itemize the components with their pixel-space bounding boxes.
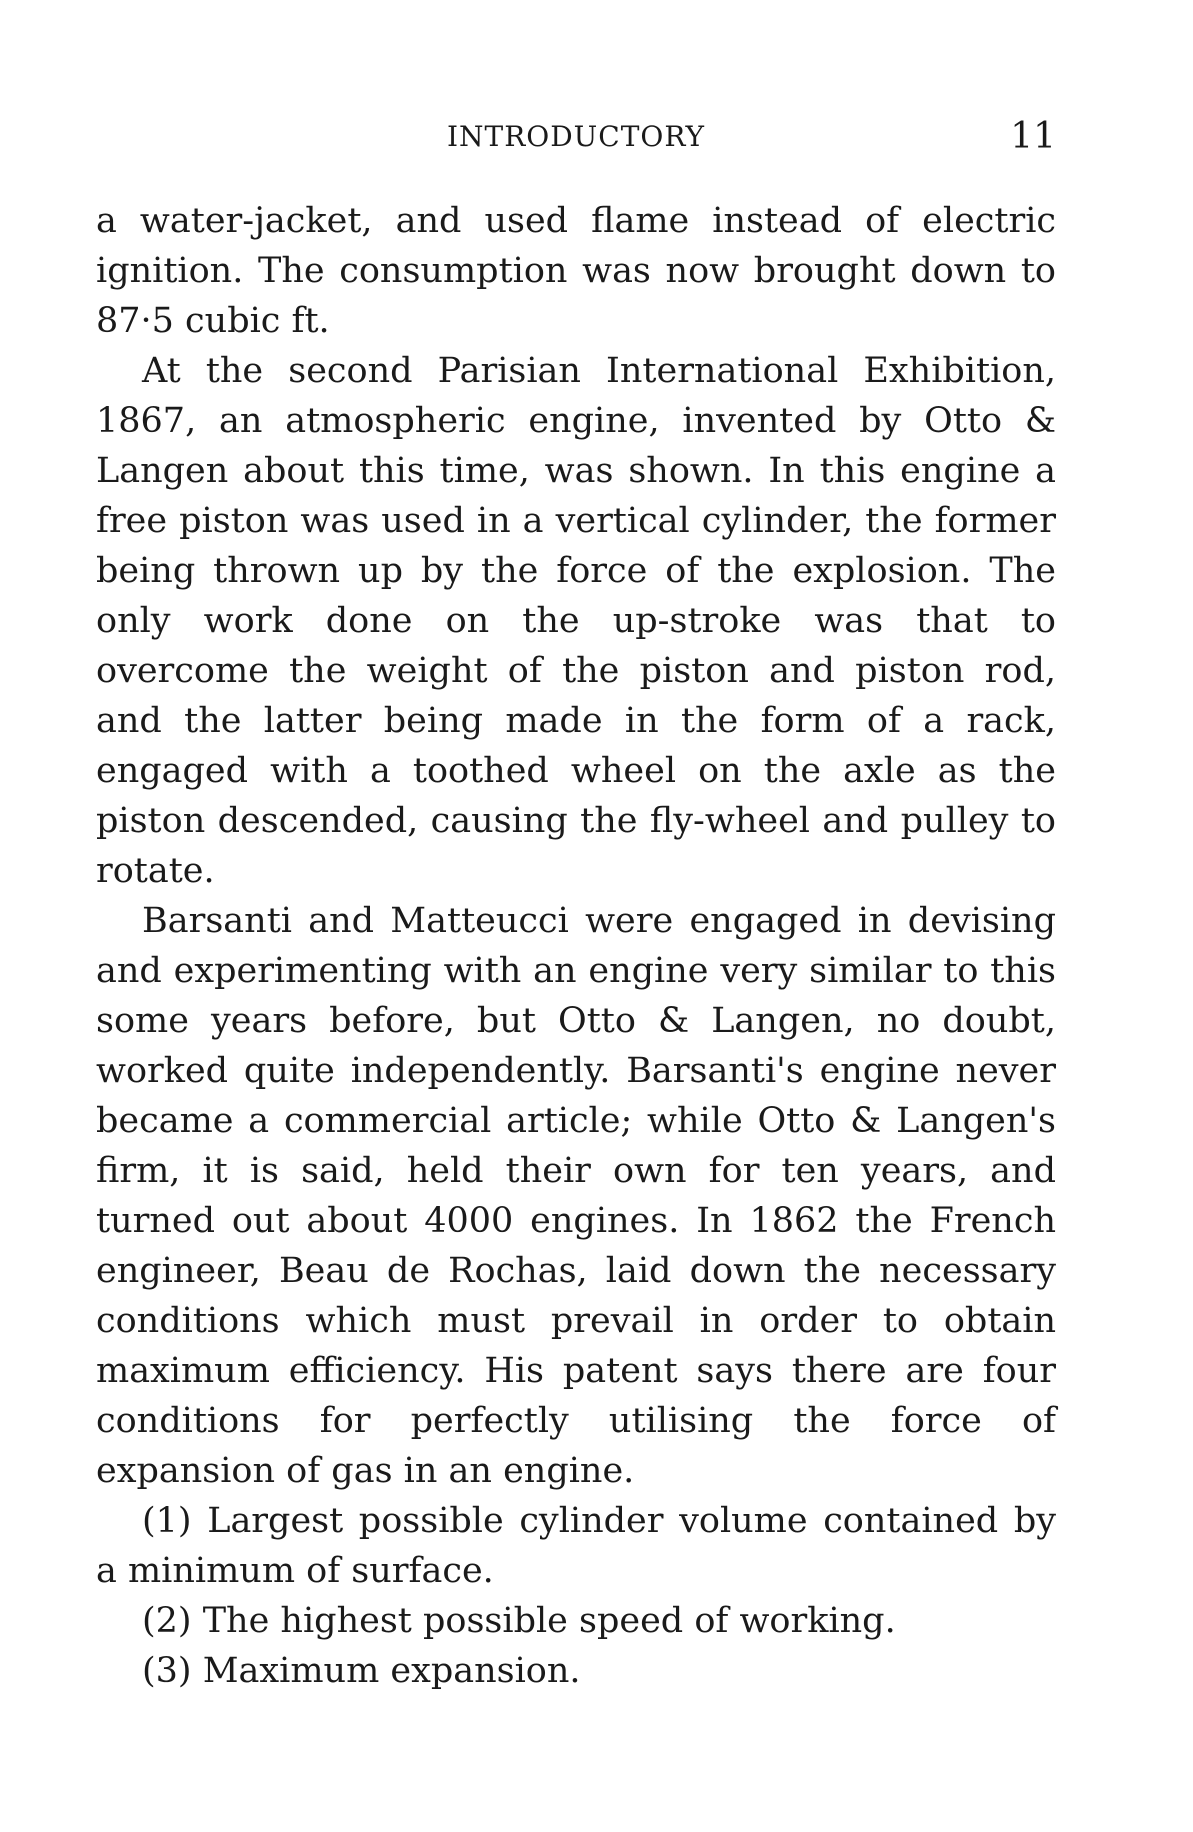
page-header	[96, 110, 1056, 170]
body-text	[96, 196, 1056, 1496]
condition-item: (3) Maximum expansion.	[142, 1651, 581, 1691]
running-title: INTRODUCTORY	[446, 120, 706, 153]
paragraph-exhibition: At the second Parisian International Exhibition, 1867, an atmospheric engine, invented by Otto & Langen about this time, was shown. In this engine a free piston was used in a vertical cylinder, the former being thrown up by the force of the explosion. The only work done on the up-stroke was that to overcome the weight of the piston and piston rod, and the latter being made in the form of a rack, engaged with a toothed wheel on the axle as the piston descended, causing the fly-wheel and pulley to rotate.	[96, 351, 1056, 891]
page-number: 11	[1010, 116, 1056, 157]
conditions-list	[96, 1496, 1056, 1696]
paragraph-barsanti: Barsanti and Matteucci were engaged in devising and experimenting with an engine very similar to this some years before, but Otto & Langen, no doubt, worked quite independently. Barsanti's engine never became a commercial article; while Otto & Langen's firm, it is said, held their own for ten years, and turned out about 4000 engines. In 1862 the French engineer, Beau de Rochas, laid down the necessary conditions which must prevail in order to obtain maximum efficiency. His patent says there are four conditions for perfectly utilising the force of expansion of gas in an engine.	[96, 901, 1056, 1491]
condition-item: (1) Largest possible cylinder volume contained by a minimum of surface.	[96, 1501, 1056, 1591]
book-page	[96, 110, 1056, 1696]
paragraph-continuation: a water-jacket, and used flame instead of electric ignition. The consumption was now brought down to 87·5 cubic ft.	[96, 201, 1056, 341]
condition-item: (2) The highest possible speed of working.	[142, 1601, 896, 1641]
